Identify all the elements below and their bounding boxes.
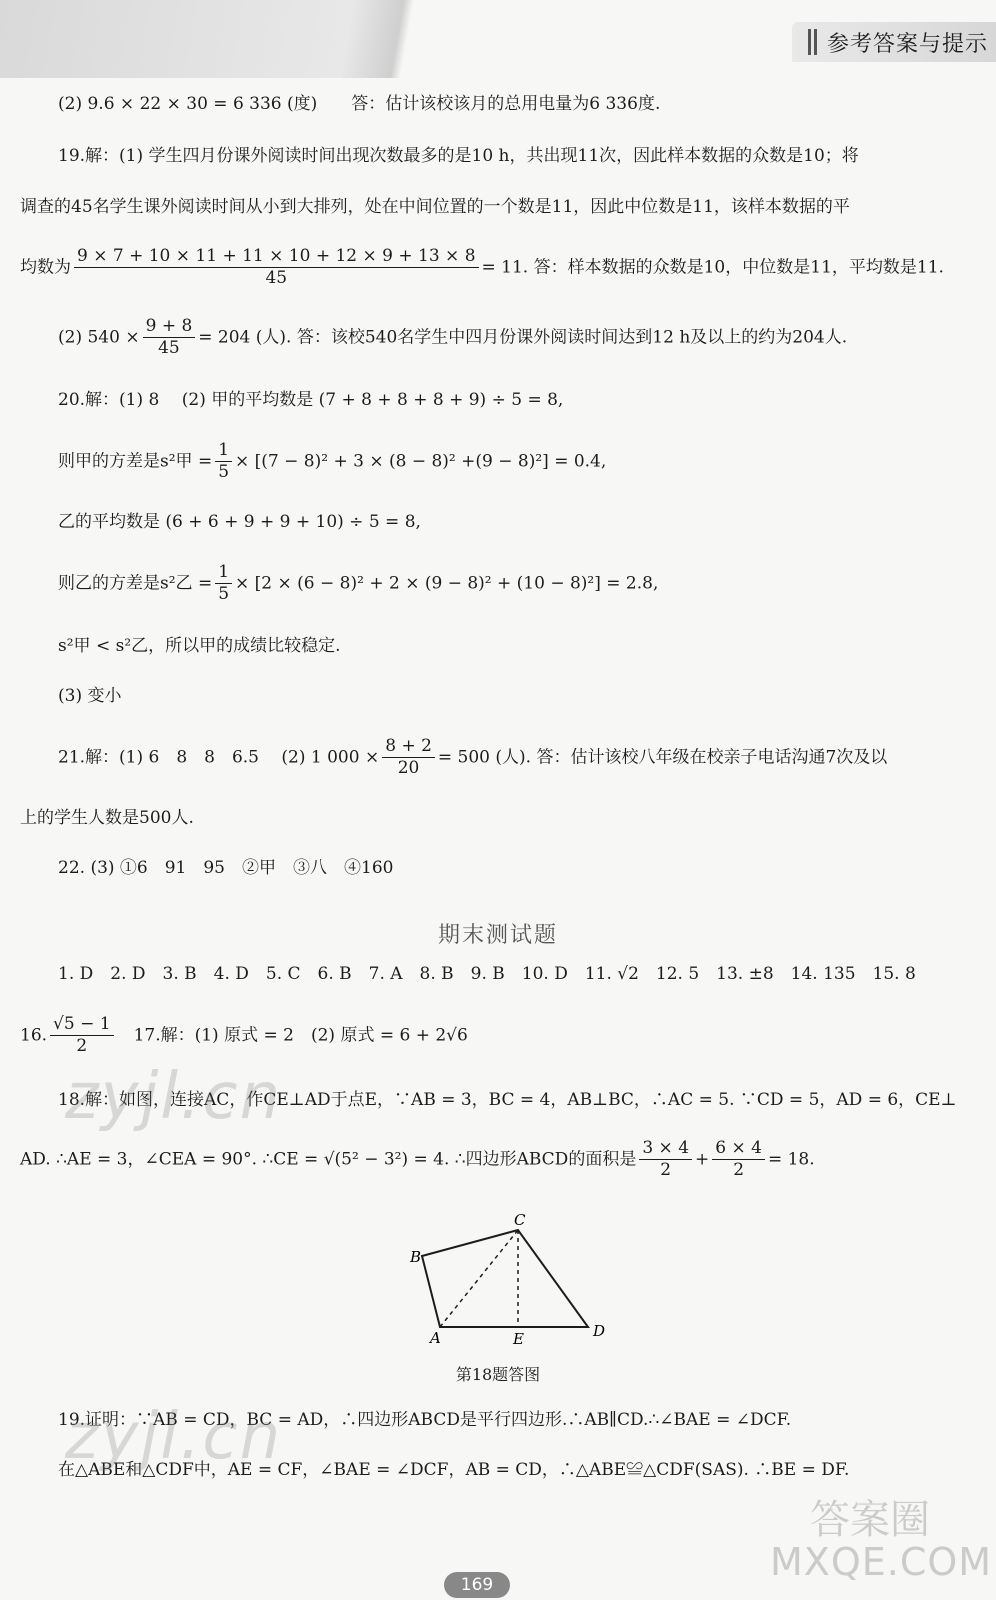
answer-line: 在△ABE和△CDF中，AE = CF，∠BAE = ∠DCF，AB = CD，∴△ABE≌△CDF(SAS). ∴BE = DF. [58, 1460, 850, 1480]
label-c: C [514, 1211, 526, 1229]
page-number: 169 [444, 1572, 510, 1598]
diagonal-ac [440, 1230, 518, 1327]
section-title: 期末测试题 [437, 923, 558, 948]
text: 则乙的方差是s²乙 = [58, 573, 213, 594]
denominator: 2 [76, 1036, 88, 1057]
fraction [712, 1138, 765, 1182]
answer-line: 乙的平均数是 (6 + 6 + 9 + 9 + 10) ÷ 5 = 8, [58, 512, 421, 532]
label-d: D [593, 1322, 606, 1340]
numerator: 1 [215, 440, 232, 462]
header-divider-icon [808, 29, 811, 55]
numerator: 6 × 4 [712, 1138, 765, 1160]
header-title-box [792, 22, 996, 62]
fraction [639, 1138, 692, 1182]
answer-line: 20.解：(1) 8 (2) 甲的平均数是 (7 + 8 + 8 + 8 + 9) ÷ 5 = 8, [58, 390, 564, 410]
fraction [215, 440, 232, 484]
answer-line [20, 246, 944, 290]
figure-caption: 第18题答图 [455, 1365, 541, 1384]
quadrilateral-figure [400, 1210, 620, 1350]
answer-line: 上的学生人数是500人. [20, 808, 194, 828]
numerator: 9 × 7 + 10 × 11 + 11 × 10 + 12 × 9 + 13 × 8 [74, 246, 479, 268]
text: 16. [20, 1025, 48, 1046]
answer-line: 1. D 2. D 3. B 4. D 5. C 6. B 7. A 8. B 9. B 10. D 11. √2 12. 5 13. ±8 14. 135 15. 8 [58, 964, 916, 984]
header-title: 参考答案与提示 [826, 31, 988, 57]
denominator: 5 [218, 584, 230, 605]
fraction [143, 316, 196, 360]
watermark: zyjl.cn [65, 1400, 283, 1474]
text: (2) 540 × [58, 327, 140, 348]
numerator: √5 − 1 [50, 1014, 114, 1036]
answer-line [58, 316, 847, 360]
label-a: A [430, 1329, 441, 1347]
fraction [74, 246, 479, 290]
denominator: 2 [660, 1160, 672, 1181]
watermark: 答案圈 [810, 1497, 930, 1543]
text: 17.解：(1) 原式 = 2 (2) 原式 = 6 + 2√6 [116, 1025, 468, 1046]
denominator: 45 [158, 338, 180, 359]
answer-line: s²甲 < s²乙，所以甲的成绩比较稳定. [58, 636, 341, 656]
answer-line: (3) 变小 [58, 686, 122, 706]
numerator: 8 + 2 [382, 736, 435, 758]
text: × [(7 − 8)² + 3 × (8 − 8)² +(9 − 8)²] = 0.4, [235, 451, 607, 472]
fraction [215, 562, 232, 606]
answer-line: 调查的45名学生课外阅读时间从小到大排列，处在中间位置的一个数是11，因此中位数是11，该样本数据的平 [20, 197, 850, 217]
denominator: 2 [733, 1160, 745, 1181]
answer-line: (2) 9.6 × 22 × 30 = 6 336 (度) 答：估计该校该月的总用电量为6 336度. [58, 94, 661, 114]
denominator: 20 [397, 758, 420, 779]
text: = 11. 答：样本数据的众数是10，中位数是11，平均数是11. [481, 257, 944, 278]
fraction [50, 1014, 114, 1058]
text: 21.解：(1) 6 8 8 6.5 (2) 1 000 × [58, 747, 380, 768]
text: = 500 (人). 答：估计该校八年级在校亲子电话沟通7次及以 [437, 747, 888, 768]
answer-line [58, 440, 606, 484]
fraction [382, 736, 435, 780]
denominator: 5 [218, 462, 230, 483]
numerator: 1 [215, 562, 232, 584]
answer-line: 19.证明：∵AB = CD，BC = AD，∴四边形ABCD是平行四边形.∴AB∥CD.∴∠BAE = ∠DCF. [58, 1410, 792, 1430]
answer-line: 19.解：(1) 学生四月份课外阅读时间出现次数最多的是10 h，共出现11次，因此样本数据的众数是10；将 [58, 146, 859, 166]
denominator: 45 [265, 268, 288, 289]
watermark: zyjl.cn [65, 1060, 283, 1134]
text: × [2 × (6 − 8)² + 2 × (9 − 8)² + (10 − 8)²] = 2.8, [235, 573, 659, 594]
answer-line: 22. (3) ①6 91 95 ②甲 ③八 ④160 [58, 858, 394, 878]
text: = 18. [767, 1149, 815, 1170]
header-divider-icon [814, 29, 817, 55]
answer-line: 18.解：如图，连接AC，作CE⊥AD于点E，∵AB = 3，BC = 4，AB⊥BC，∴AC = 5. ∵CD = 5，AD = 6，CE⊥ [58, 1090, 957, 1110]
answer-line [20, 1138, 815, 1182]
numerator: 3 × 4 [639, 1138, 692, 1160]
text: 均数为 [20, 257, 71, 278]
answer-line [58, 736, 887, 780]
label-e: E [513, 1330, 524, 1348]
text: = 204 (人). 答：该校540名学生中四月份课外阅读时间达到12 h及以上的约为204人. [198, 327, 848, 348]
text: 则甲的方差是s²甲 = [58, 451, 213, 472]
numerator: 9 + 8 [143, 316, 196, 338]
text: AD. ∴AE = 3，∠CEA = 90°. ∴CE = √(5² − 3²) = 4. ∴四边形ABCD的面积是 [20, 1149, 637, 1170]
quadrilateral-abcd [422, 1230, 588, 1327]
text: + [695, 1149, 710, 1170]
label-b: B [410, 1248, 422, 1266]
answer-line [20, 1014, 468, 1058]
watermark: MXQE.COM [770, 1540, 993, 1584]
answer-line [58, 562, 658, 606]
